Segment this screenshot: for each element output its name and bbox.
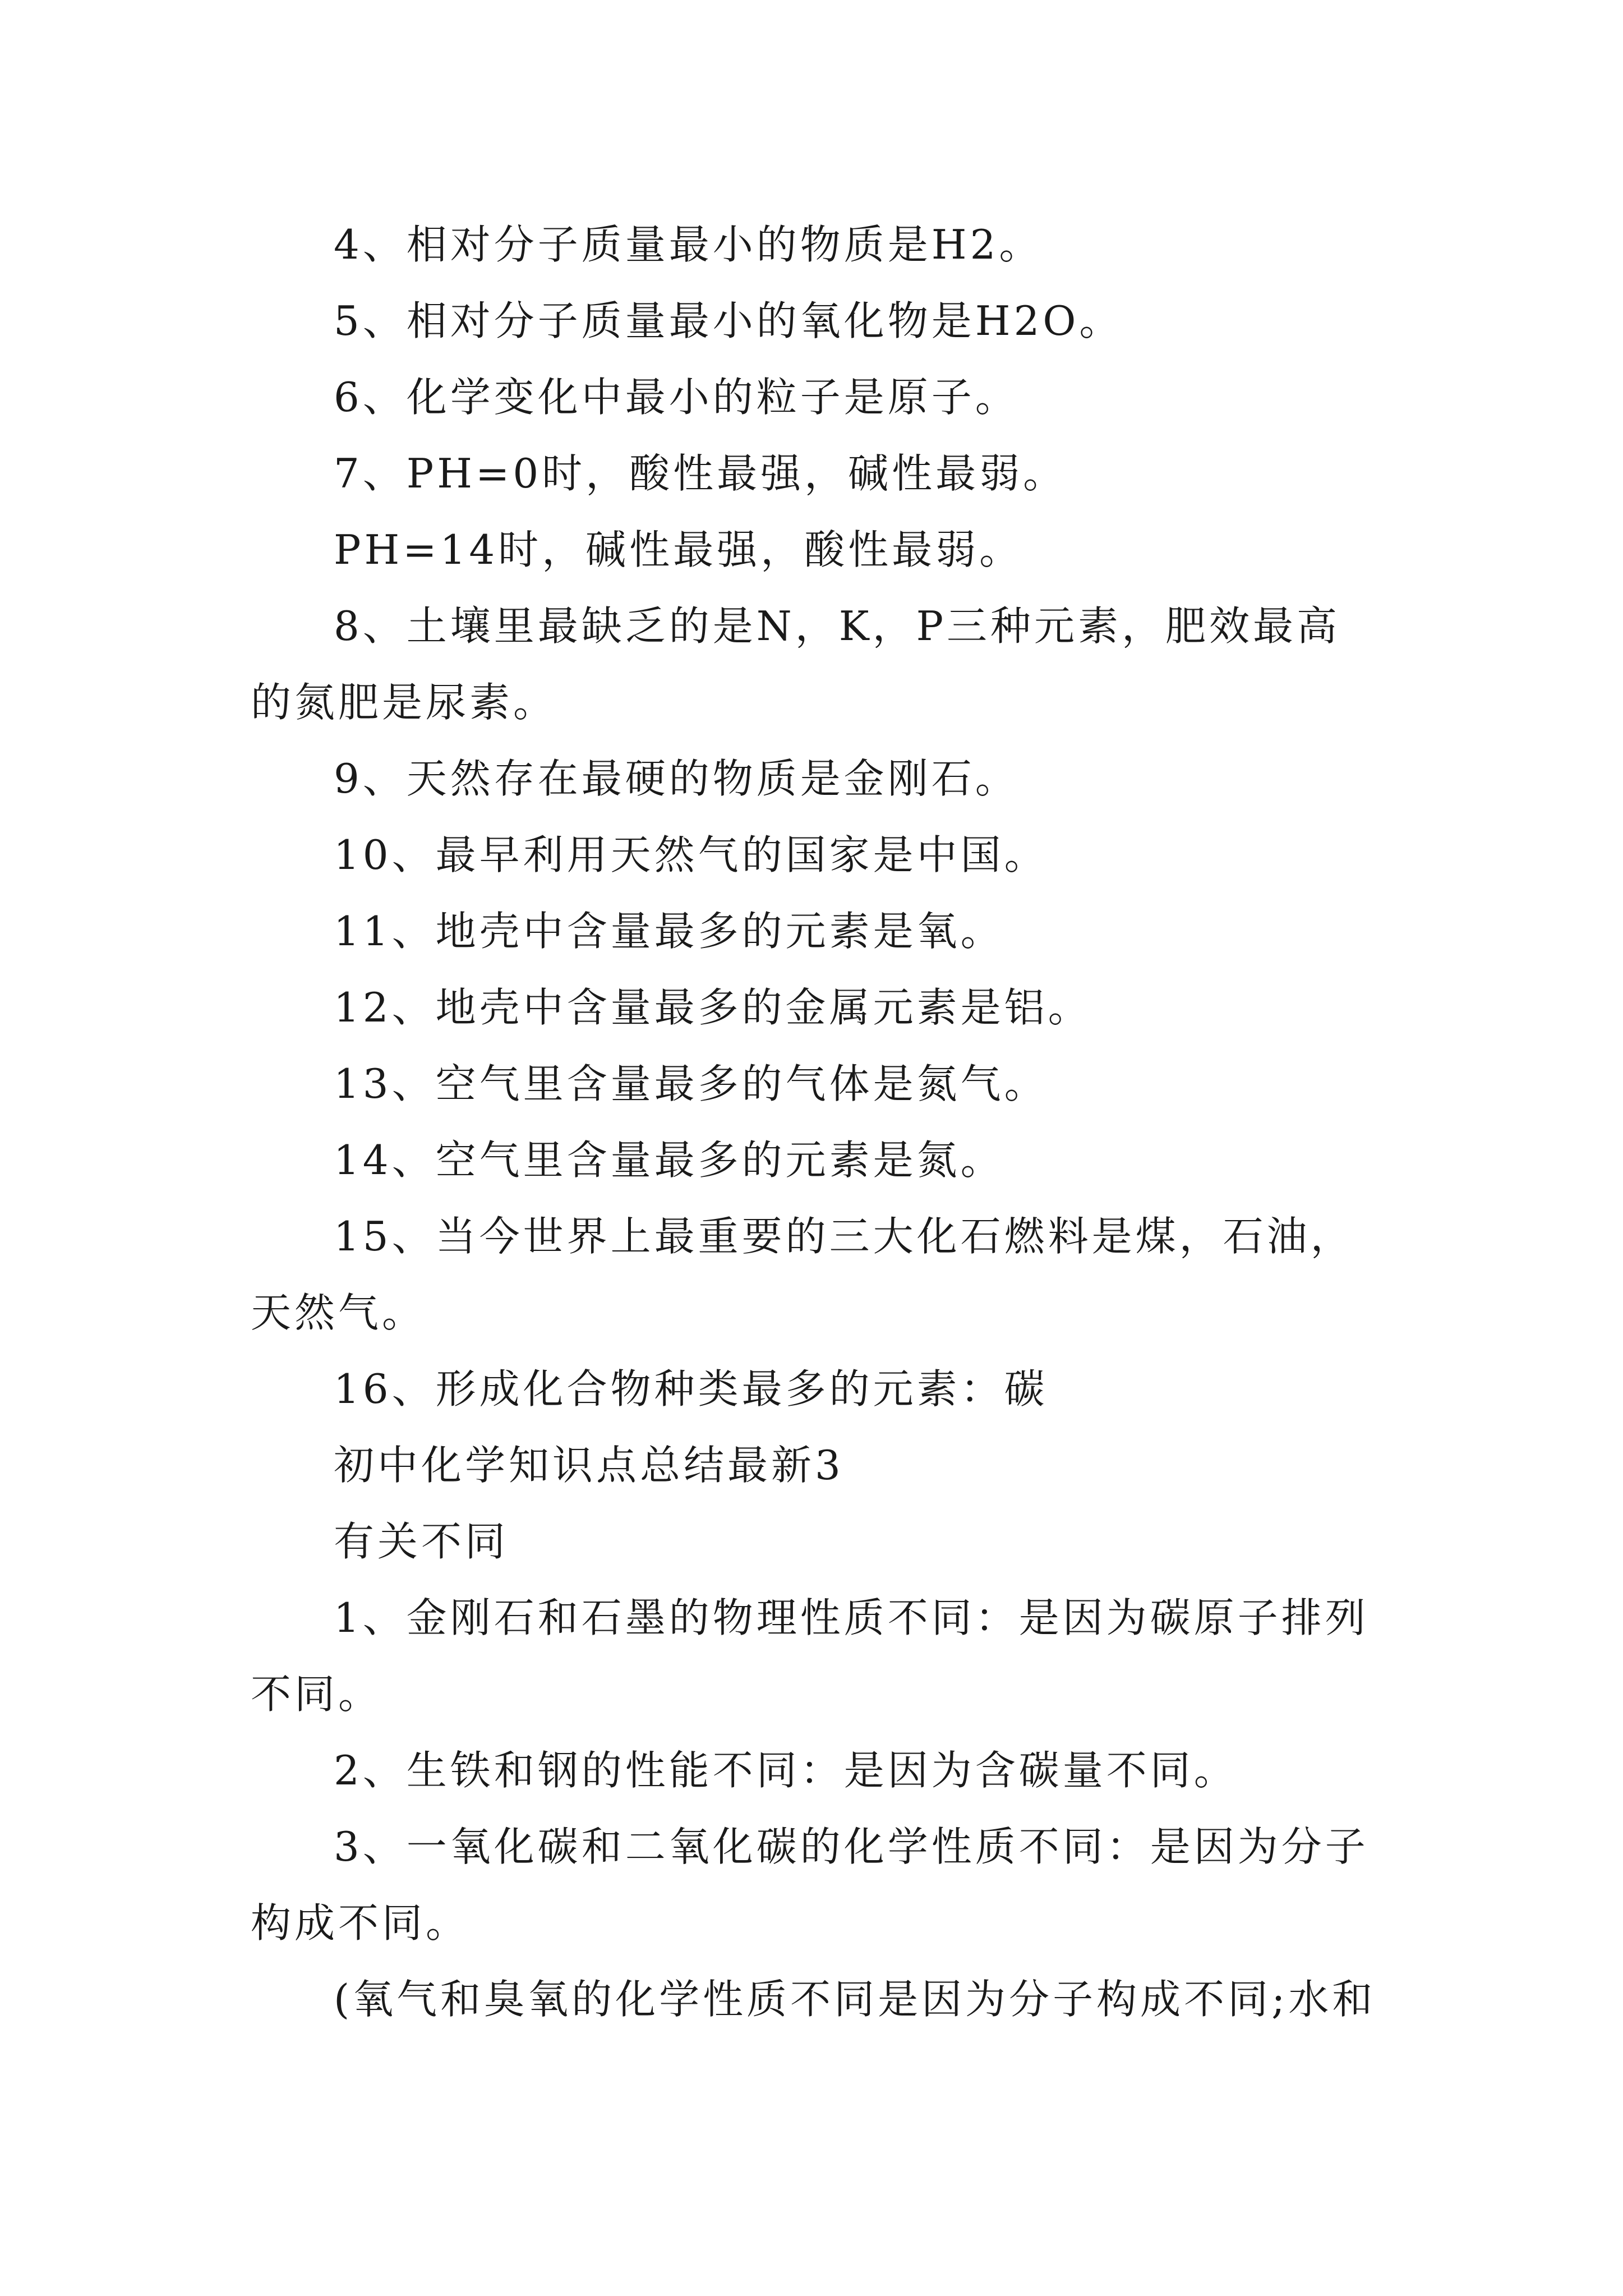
paragraph-item-12: 12、地壳中含量最多的金属元素是铝。 <box>334 984 1092 1031</box>
paragraph-item-9: 9、天然存在最硬的物质是金刚石。 <box>334 755 1019 802</box>
paragraph-item-15: 15、当今世界上最重要的三大化石燃料是煤，石油，天然气。 <box>251 1213 1354 1336</box>
subsection-heading: 有关不同 <box>334 1518 509 1565</box>
paragraph-note: (氧气和臭氧的化学性质不同是因为分子构成不同;水和 <box>334 1976 1376 2023</box>
paragraph-diff-3: 3、一氧化碳和二氧化碳的化学性质不同：是因为分子构成不同。 <box>251 1823 1369 1947</box>
paragraph-diff-2: 2、生铁和钢的性能不同：是因为含碳量不同。 <box>334 1747 1238 1794</box>
paragraph-item-11: 11、地壳中含量最多的元素是氧。 <box>334 908 1004 955</box>
paragraph-item-7: 7、PH=0时，酸性最强，碱性最弱。 <box>334 450 1067 497</box>
paragraph-item-5: 5、相对分子质量最小的氧化物是H2O。 <box>334 297 1123 344</box>
paragraph-item-6: 6、化学变化中最小的粒子是原子。 <box>334 374 1019 421</box>
paragraph-item-16: 16、形成化合物种类最多的元素：碳 <box>334 1365 1048 1412</box>
paragraph-ph14: PH=14时，碱性最强，酸性最弱。 <box>334 526 1023 573</box>
paragraph-item-14: 14、空气里含量最多的元素是氮。 <box>334 1137 1004 1184</box>
paragraph-item-10: 10、最早利用天然气的国家是中国。 <box>334 831 1048 878</box>
paragraph-item-8: 8、土壤里最缺乏的是N，K，P三种元素，肥效最高的氮肥是尿素。 <box>251 602 1341 726</box>
document-body <box>251 206 1378 2037</box>
paragraph-diff-1: 1、金刚石和石墨的物理性质不同：是因为碳原子排列不同。 <box>251 1594 1369 1718</box>
paragraph-item-4: 4、相对分子质量最小的物质是H2。 <box>334 221 1043 268</box>
paragraph-item-13: 13、空气里含量最多的气体是氮气。 <box>334 1060 1048 1107</box>
section-heading: 初中化学知识点总结最新3 <box>334 1442 844 1489</box>
